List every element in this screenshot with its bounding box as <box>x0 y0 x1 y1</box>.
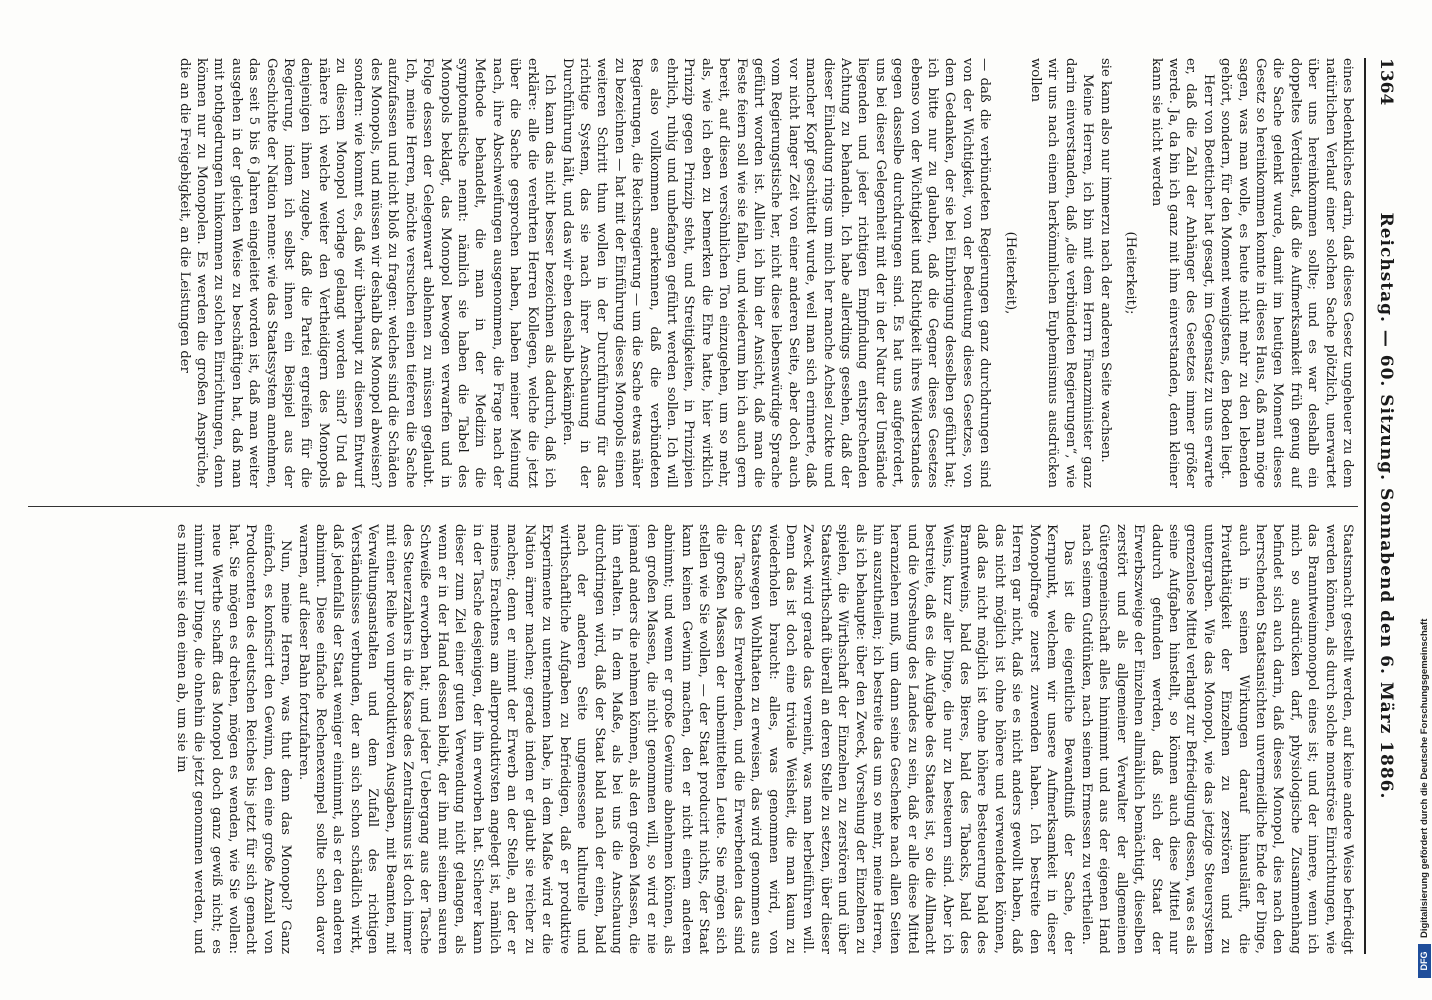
page-number: 1364 <box>1376 58 1396 106</box>
credit-text: Digitalisierung gefördert durch die Deutsche Forschungsgemeinschaft <box>1419 618 1430 938</box>
paragraph: eines bedenkliches darin, daß dieses Gesetz ungeheuer zu dem natürlichen Verlauf einer solchen Sache plötzlich, unerwartet über uns hereinkommen sollte; und es war deshalb ein doppeltes Verdienst, daß die Aufmerksamkeit früh genug auf die Sache gelenkt wurde, damit im heutigen Moment dieses Gesetz so hereinkommen konnte in dieses Haus, daß man möge sagen, was man wolle, es heute nicht mehr zu den lebenden gehört, sondern, für den Moment wenigstens, den Boden liegt. <box>1218 58 1355 488</box>
interjection: (Heiterkeit); <box>1123 231 1139 315</box>
column-divider <box>28 506 1358 507</box>
page-title: Reichstag. — 60. Sitzung. Sonnabend den 6. März 1886. <box>1376 212 1396 800</box>
left-column <box>36 58 1356 488</box>
paragraph: Das ist die eigentliche Bewandtniß der Sache, der Kernpunkt, welchem wir unsere Aufmerksamkeit in dieser Monopolfrage zuerst zuwenden haben. Ich bestreite den Herren gar nicht, daß sie es nicht anders gewollt haben, daß das nicht möglich ist ohne höhere und verwendeten können, daß das nicht möglich ist ohne höhere Besteuerung bald des Branntweins, bald des Bieres, bald des Tabacks, bald des Weins, kurz aller Dinge, die nur zu besteuern sind. Aber ich bestreite, daß es die Aufgabe des Staates ist, so die Allmacht und die Vorsehung des Landes zu sein, daß er alle diese Mittel heranziehen muß, um dann seine Geschenke nach allen Seiten hin auszutheilen; ich bestreite das um so mehr, meine Herren, als ich behaupte: über den Zweck, Vorsehung der Einzelnen zu spielen, die Wirthschaft der Einzelnen zu zerstören und über Staatswirthschaft überall an deren Stelle zu setzen, über dieser Zweck wird gerade das verneint, was man herbeiführen will. Denn das ist doch eine triviale Weisheit, die man kaum zu wiederholen braucht: alles, was genommen wird, von Staatswegen Wohlthaten zu erweisen, das wird genommen aus der Tasche des Erwerbenden, und die Erwerbenden das sind die großen Massen der unbemittelten Leute. Sie mögen sich stellen wie Sie wollen, — der Staat producirt nichts, der Staat kann keinen Gewinn machen, den er nicht einem anderen abnimmt; und wenn er große Gewinne abnehmen können, als den großen Massen, die nicht genommen will, so wird er nie jemand anders die nehmen können, als den großen Massen, die ihn erhalten. In dem Maße, als bei uns die Anschauung durchdringen wird, daß der Staat bald nach der einen, bald nach der anderen Seite ungemessene kulturelle und wirthschaftliche Aufgaben zu befriedigen, daß er produktive Experimente zu unternehmen habe, in dem Maße wird er die Nation ärmer machen; gerade indem er glaubt sie reicher zu machen; denn er nimmt der Erwerb an der Stelle, an der er meines Erachtens am allerproduktivsten angelegt ist, nämlich in der Tasche desjenigen, der ihn erworben hat. Sicherer kann dieser zum Ziel einer guten Verwendung nicht gelangen, als wenn er in der Hand dessen bleibt, der ihn mit seinem sauren Schweiße erworben hat; und jeder Uebergang aus der Tasche des Steuerzahlers in die Kasse des Zentralismus ist doch immer mit einer Reihe von unproduktiven Ausgaben, mit Beamten, mit Verwaltungsanstalten und dem Zufall des richtigen Verständnisses verbunden, der an sich schon schädlich wirkt, daß jedenfalls der Staat weniger einnimmt, als er den anderen abnimmt. Diese einfache Rechenexempel sollte schon davor warnen, auf dieser Bahn fortzufahren. <box>295 524 1077 954</box>
dfg-logo: DFG <box>1418 944 1431 978</box>
header-rule <box>1364 58 1366 954</box>
paragraph: Ich kann das nicht besser bezeichnen als dadurch, daß ich erkläre: alle die verehrten Herren Kollegen, welche die jetzt über die Sache gesprochen haben, haben meiner Meinung nach, ihre Abschweifungen ausgenommen, die Frage nach der Methode behandelt, die man in der Medizin die symptomatische nennt: nämlich sie haben die Tabel des Monopols beklagt, das Monopol bewogen verwarfen und in Folge dessen der Gelegenwart ablehnen zu müssen geglaubt. Ich, meine Herren, möchte versuchen einen tieferen die Sache aufzufassen und nicht bloß zu fragen: welches sind die Schäden des Monopols, und müssen wir deshalb das Monopol abweisen? sondern: wie kommt es, daß wir überhaupt zu diesem Entwurf zu diesem Monopol vorlage gelangt worden sind? Und da nähere ich welche weiter den Vertheidigern des Monopols denjenigen ihnen zugebe, daß die Partei ergreifen für die Regierung, indem ich selbst ihnen ein Beispiel aus der Geschichte der Nation nenne: wie das Staatssystem annehmen, das seit 5 bis 6 Jahren eingeleitet worden ist, daß man weiter ausgehen in der gleichen Weise zu beschäftigen hat, daß man mit nothgedrungen hinkommen zu solchen Einrichtungen, denn können nur zu Monopolen. Es werden die großen Ansprüche, die an die Freigebigkeit, an die Leistungen der <box>176 58 558 488</box>
paragraph: Meine Herren, ich bin mit dem Herrn Finanzminister ganz darin einverstanden, daß „die verbündeten Regierungen“, wie wir uns nach einem herkömmlichen Euphemismus ausdrücken wollen <box>1028 58 1096 488</box>
right-column <box>36 524 1356 954</box>
interjection: (Heiterkeit), <box>1002 231 1018 315</box>
paragraph: — daß die verbündeten Regierungen ganz durchdrungen sind von der Wichtigkeit, von der Bedeutung dieses Gesetzes, von dem Gedanken, der sie bei Einbringung desselben geführt hat; ich bitte nur zu glauben, daß die Gegner dieses Gesetzes ebenso von der Wichtigkeit und Richtigkeit ihres Widerstandes gegen dasselbe durchdrungen sind. Es hat uns aufgefordert, uns bei dieser Gelegenheit mit der in der Natur der Umstände liegenden und jeder richtigen Empfindung entsprechenden Achtung zu behandeln. Ich habe allerdings gesehen, daß der dieser Einladung rings um mich her manche Achsel zuckte und mancher Kopf geschüttelt wurde, weil man sich erinnerte, daß vor nicht langer Zeit von einer anderen Seite, aber doch auch vom Regierungstische her, nicht diese liebenswürdige Sprache geführt worden ist. Allein ich bin der Ansicht, daß man die Feste feiern soll wie sie fallen, und wiederum bin ich auch gern bereit, auf diesen versöhnlichen Ton einzugehen, um so mehr, als, wie ich eben zu bemerken die Ehre hatte, hier wirklich Prinzip gegen Prinzip steht, und Streitigkeiten, in Prinzipien ehrlich, ruhig und unbefangen geführt werden sollen. Ich will es also vollkommen anerkennen, daß die verbündeten Regierungen, die Reichsregierung — um die Sache etwas näher zu bezeichnen — hat mit der Einführung dieses Monopols einen weiteren Schritt thun wollen in der Durchführung für das richtige System, das sie nach ihrer Anschauung in der Durchführung hält, und das wir eben deshalb bekämpfen. <box>559 58 993 488</box>
digitization-credit <box>1418 0 1432 1000</box>
paragraph: Herr von Boetticher hat gesagt, im Gegensatz zu uns erwarte er, daß die Zahl der Anhänger des Gesetzes immer größer werde. Ja, da bin ich ganz mit ihm einverstanden, denn kleiner kann sie nicht werden <box>1148 58 1216 488</box>
paragraph: Staatsmacht gestellt werden, auf keine andere Weise befriedigt werden können, als durch solche monströse Einrichtungen, wie das Branntweinmonopol eines ist; und der innere, wenn ich mich so ausdrücken darf, physiologische Zusammenhang befindet sich auch darin, daß dieses Monopol, dies nach den herrschenden Staatsansichten unvermeidliche Ende der Dinge, auch in seinen Wirkungen darauf hinausläuft, die Privatthätigkeit der Einzelnen zu zerstören und zu untergraben. Wie das Monopol, wie das jetzige Steuersystem grenzenlose Mittel verlangt zur Befriedigung dessen, was es als seine Aufgaben hinstellt, so können auch diese Mittel nur dadurch gefunden werden, daß sich der Staat der Erwerbszweige der Einzelnen allmählich bemächtigt, dieselben zerstört und als allgemeiner Verwalter der allgemeinen Gütergemeinschaft alles hinnimmt und aus der eigenen Hand nach seinem Gutdünken, nach seinem Ermessen zu vertheilen. <box>1078 524 1355 954</box>
page-header <box>1368 58 1402 954</box>
paragraph: Nun, meine Herren, was thut denn das Monopol? Ganz einfach, es konfiscirt den Gewinn, den eine große Anzahl von Producenten des deutschen Reiches bis jetzt für sich gemacht hat. Sie mögen es drehen, mögen es wenden, wie Sie wollen: neue Werthe schafft das Monopol doch ganz gewiß nicht; es nimmt nur Dinge, die ohnehin die jetzt genommen werden, und es nimmt sie den einen ab, um sie im <box>173 524 294 954</box>
paragraph: sie kann also nur immerzu nach der anderen Seite wachsen. <box>1097 58 1113 463</box>
